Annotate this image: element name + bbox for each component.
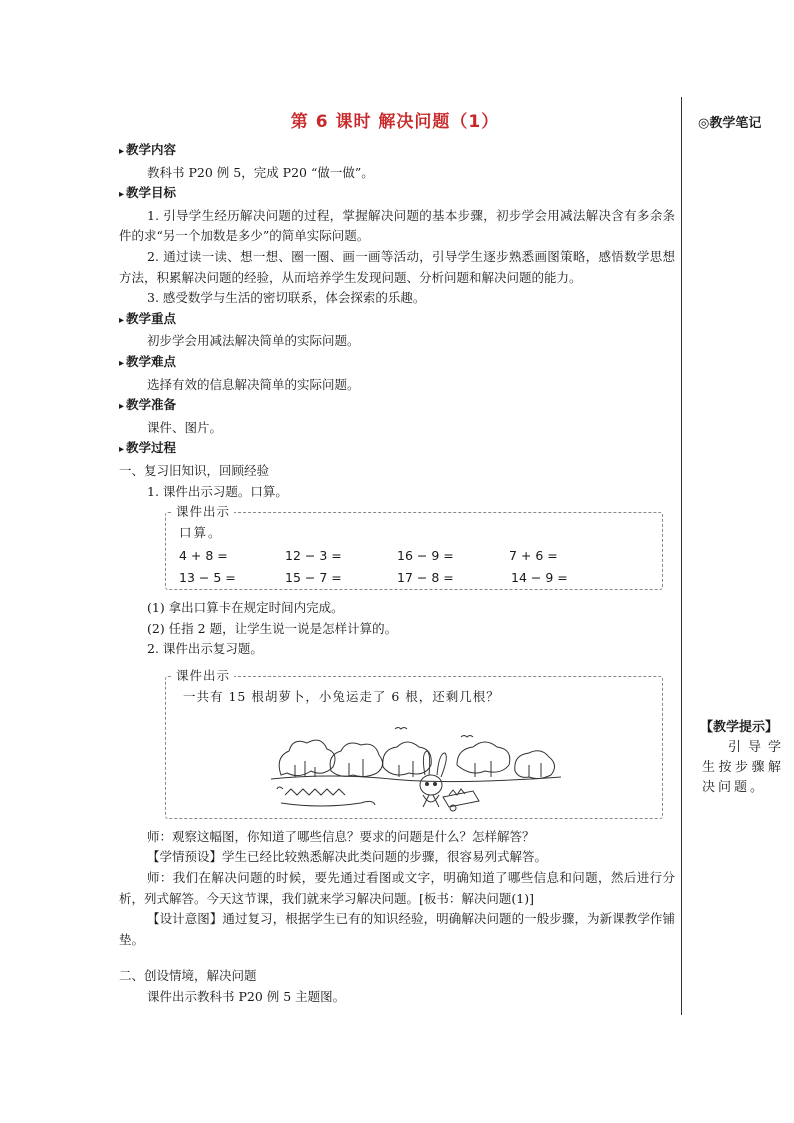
preparation-text: 课件、图片。 xyxy=(147,419,223,435)
section-heading-preparation: ▸ 教学准备 xyxy=(119,395,675,418)
spacer xyxy=(119,950,675,966)
margin-divider xyxy=(681,97,682,1015)
main-content xyxy=(119,140,675,1008)
step-1: 1. 课件出示习题。口算。 xyxy=(147,483,288,499)
goal-2: 2. 通过读一读、想一想、圈一圈、画一画等活动，引导学生逐步熟悉画图策略，感悟数学思想方法，积累解决问题的经验，从而培养学生发现问题、分析问题和解决问题的能力。 xyxy=(119,248,675,285)
section-heading-difficulties: ▸ 教学难点 xyxy=(119,352,675,375)
tip-body: 引导学生按步骤解决问题。 xyxy=(702,740,784,795)
notes-title: ◎教学笔记 xyxy=(698,116,762,131)
calc-item: 7 + 6 = xyxy=(509,548,558,564)
word-problem-question: 一共有 15 根胡萝卜，小兔运走了 6 根，还剩几根？ xyxy=(183,688,500,704)
teacher-question: 师：观察这幅图，你知道了哪些信息？要求的问题是什么？怎样解答？ xyxy=(147,828,535,844)
calc-item: 17 − 8 = xyxy=(397,570,454,586)
key-text: 初步学会用减法解决简单的实际问题。 xyxy=(147,333,360,349)
page-title: 第 6 课时 解决问题（1） xyxy=(290,112,500,132)
section-heading-key-points: ▸ 教学重点 xyxy=(119,309,675,332)
calc-item: 15 − 7 = xyxy=(285,570,342,586)
part1-title: 一、复习旧知识，回顾经验 xyxy=(119,462,270,478)
section-heading-content: ▸ 教学内容 xyxy=(119,140,675,163)
courseware-box-mental-math xyxy=(165,504,663,590)
calc-item: 16 − 9 = xyxy=(397,548,454,564)
section-heading-process: ▸ 教学过程 xyxy=(119,438,675,461)
calc-item: 13 − 5 = xyxy=(179,570,236,586)
courseware-tag: 课件出示 xyxy=(172,502,234,523)
courseware-box-word-problem xyxy=(165,667,663,819)
sub-step-2: (2) 任指 2 题，让学生说一说是怎样计算的。 xyxy=(147,620,398,636)
box1-lead: 口算。 xyxy=(179,525,223,541)
learning-preview: 【学情预设】学生已经比较熟悉解决此类问题的步骤，很容易列式解答。 xyxy=(147,849,548,865)
step-2: 2. 课件出示复习题。 xyxy=(147,641,263,657)
teacher-explanation: 师：我们在解决问题的时候，要先通过看图或文字，明确知道了哪些信息和问题，然后进行分析，列式解答。今天这节课，我们就来学习解决问题。[板书：解决问题(1)] xyxy=(119,870,675,906)
goal-3: 3. 感受数学与生活的密切联系，体会探索的乐趣。 xyxy=(147,290,426,306)
calc-item: 14 − 9 = xyxy=(511,570,568,586)
design-intent: 【设计意图】通过复习，根据学生已有的知识经验，明确解决问题的一般步骤，为新课教学作铺垫。 xyxy=(119,911,675,947)
calc-item: 4 + 8 = xyxy=(179,548,228,564)
part2-title: 二、创设情境，解决问题 xyxy=(119,968,257,984)
content-text: 教科书 P20 例 5，完成 P20 “做一做”。 xyxy=(147,164,374,180)
section-heading-goals: ▸ 教学目标 xyxy=(119,183,675,206)
difficulty-text: 选择有效的信息解决简单的实际问题。 xyxy=(147,376,360,392)
courseware-tag: 课件出示 xyxy=(172,666,234,687)
goal-1: 1. 引导学生经历解决问题的过程，掌握解决问题的基本步骤，初步学会用减法解决含有多余条件的求“另一个加数是多少”的简单实际问题。 xyxy=(119,207,675,244)
rabbit-carrots-illustration xyxy=(271,715,561,813)
calc-item: 12 − 3 = xyxy=(285,548,342,564)
part2-text: 课件出示教科书 P20 例 5 主题图。 xyxy=(147,989,346,1005)
sub-step-1: (1) 拿出口算卡在规定时间内完成。 xyxy=(147,600,344,616)
tip-heading: 【教学提示】 xyxy=(700,720,779,735)
